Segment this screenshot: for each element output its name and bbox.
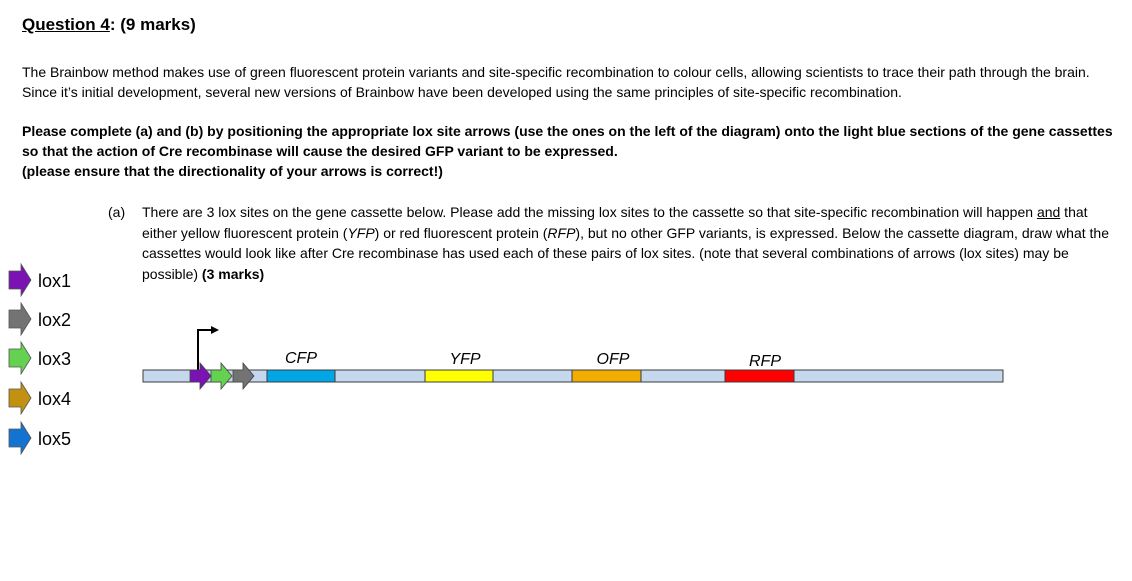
- intro-paragraph: The Brainbow method makes use of green fluorescent protein variants and site-specific recombination to colour cells, allowing scientists to trace their path through the brain. Since it’s initial development, several new versions of Brainbow have been developed using the same principles of site-specific recombination.: [22, 64, 1090, 100]
- question-marks: : (9 marks): [109, 15, 196, 34]
- legend-label-lox1: lox1: [38, 271, 72, 291]
- gene-rfp-label: RFP: [749, 353, 781, 370]
- gene-yfp-segment: [425, 370, 493, 382]
- gene-ofp-segment: [572, 370, 641, 382]
- question-number: Question 4: [22, 15, 110, 34]
- gene-rfp-segment: [725, 370, 794, 382]
- legend-label-lox2: lox2: [38, 310, 72, 330]
- placed-lox2-arrow-icon[interactable]: [233, 363, 254, 389]
- part-a-marks: (3 marks): [201, 265, 265, 282]
- gene-cfp-label: CFP: [285, 350, 317, 367]
- instructions-line-1: Please complete (a) and (b) by positioning the appropriate lox site arrows (use the ones on the left of the diagram) onto the light blue sections of the gene cassettes so that the action of Cre recombinase will cause the desired GFP variant to be expressed.: [22, 123, 1113, 159]
- part-a-text: There are 3 lox sites on the gene cassette below. Please add the missing lox sites to the cassette so that site-specific recombination will happen and that either yellow fluorescent protein (YFP) or red fluorescent protein (RFP), but no other GFP variants, is expressed. Below the cassette diagram, draw what the cassettes would look like after Cre recombinase has used each of these pairs of lox sites. (note that several combinations of arrows (lox sites) may be possible) (3 marks): [142, 204, 1109, 282]
- legend-label-lox5: lox5: [38, 429, 72, 449]
- placed-lox1-arrow-icon[interactable]: [190, 363, 211, 389]
- placed-lox3-arrow-icon[interactable]: [211, 363, 232, 389]
- legend-label-lox4: lox4: [38, 389, 72, 409]
- underlined-and: and: [1036, 204, 1061, 220]
- part-a-label: (a): [108, 204, 126, 220]
- gene-yfp-label: YFP: [449, 351, 481, 368]
- instructions-line-2: (please ensure that the directionality of your arrows is correct!): [22, 163, 443, 179]
- gene-ofp-label: OFP: [596, 351, 630, 368]
- legend-label-lox3: lox3: [38, 349, 72, 369]
- gene-cfp-segment: [267, 370, 335, 382]
